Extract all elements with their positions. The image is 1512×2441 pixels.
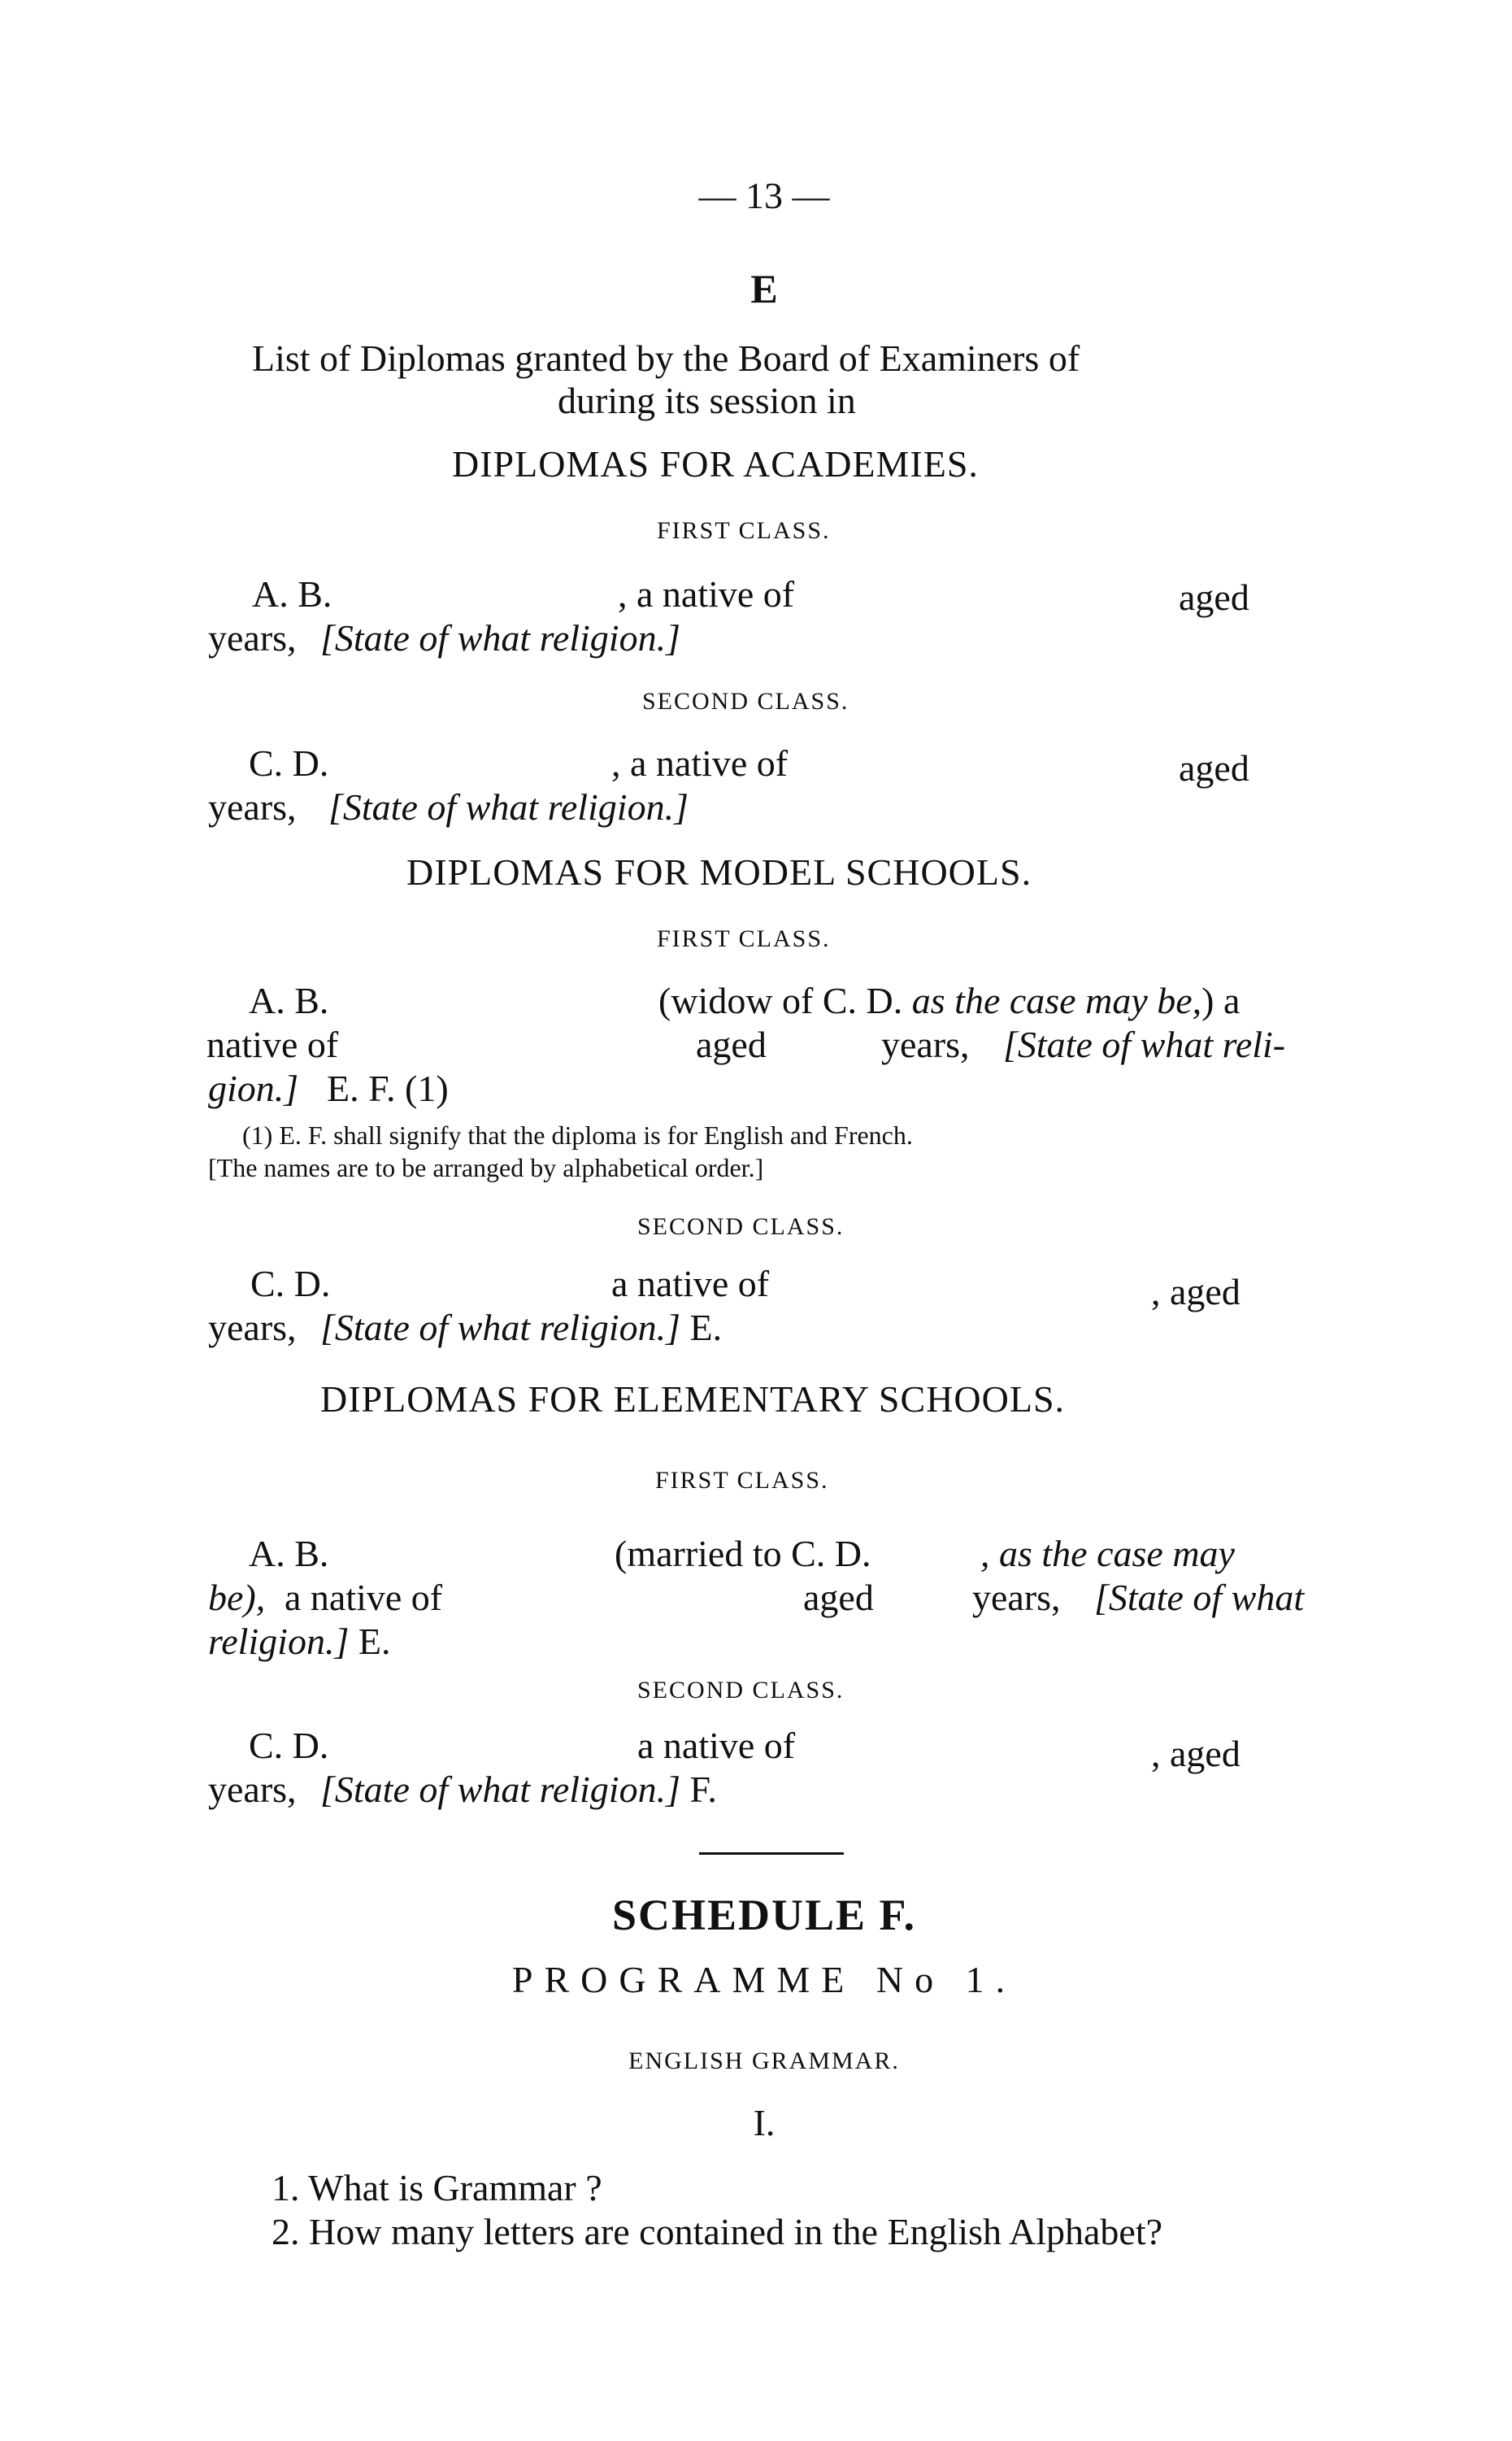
elementary-second-aged: , aged: [1151, 1733, 1240, 1774]
model-first-aged: aged: [696, 1024, 767, 1065]
elementary-second-native: a native of: [637, 1725, 796, 1766]
intro-line-1: List of Diplomas granted by the Board of Examiners of: [252, 337, 1080, 379]
model-first-name: A. B.: [249, 980, 329, 1021]
academies-first-religion: [State of what religion.]: [320, 617, 680, 659]
heading-elementary-schools: DIPLOMAS FOR ELEMENTARY SCHOOLS.: [320, 1378, 1066, 1420]
academies-first-aged: aged: [1179, 577, 1249, 618]
model-second-years: years,: [208, 1307, 297, 1348]
model-first-years: years,: [881, 1024, 970, 1065]
section-divider: [699, 1852, 844, 1855]
page-number: — 13 —: [698, 175, 830, 216]
model-first-religion-end: gion.]: [208, 1068, 299, 1109]
intro-line-2: during its session in: [558, 380, 856, 421]
academies-second-years: years,: [208, 786, 297, 828]
question-2: 2. How many letters are contained in the English Alphabet?: [272, 2211, 1163, 2252]
elementary-second-years: years,: [208, 1769, 297, 1810]
elementary-first-native: a native of: [285, 1577, 443, 1618]
elementary-first-religion-start: [State of what: [1094, 1577, 1305, 1618]
programme-title: PROGRAMME No 1.: [511, 1959, 1017, 2000]
academies-second-aged: aged: [1179, 747, 1249, 789]
question-1: 1. What is Grammar ?: [272, 2167, 602, 2208]
heading-academies: DIPLOMAS FOR ACADEMIES.: [452, 443, 979, 485]
model-second-religion: [State of what religion.] E.: [320, 1307, 723, 1348]
elementary-second-name: C. D.: [249, 1725, 329, 1766]
subject-heading: ENGLISH GRAMMAR.: [628, 2047, 900, 2074]
elementary-first-religion-end: religion.] E.: [208, 1621, 391, 1662]
model-second-class-label: SECOND CLASS.: [637, 1213, 845, 1240]
elementary-first-married: (married to C. D.: [615, 1533, 871, 1574]
academies-second-native: , a native of: [611, 742, 789, 784]
academies-second-religion: [State of what religion.]: [328, 786, 689, 828]
model-first-widow: (widow of C. D. as the case may be,) a: [658, 980, 1240, 1021]
academies-first-years: years,: [208, 617, 297, 659]
model-second-native: a native of: [611, 1263, 770, 1304]
elementary-first-aged: aged: [803, 1577, 874, 1618]
elementary-first-be: be),: [208, 1577, 266, 1618]
heading-model-schools: DIPLOMAS FOR MODEL SCHOOLS.: [406, 851, 1032, 893]
elementary-second-religion: [State of what religion.] F.: [320, 1769, 717, 1810]
model-first-class-label: FIRST CLASS.: [657, 925, 831, 952]
elementary-first-years: years,: [972, 1577, 1061, 1618]
footnote-line-1: (1) E. F. shall signify that the diploma is for English and French.: [242, 1120, 913, 1150]
footnote-line-2: [The names are to be arranged by alphabetical order.]: [208, 1153, 764, 1182]
model-second-name: C. D.: [250, 1263, 331, 1304]
schedule-f-title: SCHEDULE F.: [611, 1891, 917, 1939]
model-first-ef: E. F. (1): [327, 1068, 449, 1109]
elementary-first-name: A. B.: [249, 1533, 329, 1574]
elementary-first-class-label: FIRST CLASS.: [655, 1467, 829, 1494]
model-first-religion-start: [State of what reli-: [1003, 1024, 1286, 1065]
academies-second-class-label: SECOND CLASS.: [642, 688, 849, 715]
academies-first-native: , a native of: [618, 573, 795, 615]
academies-first-class-label: FIRST CLASS.: [657, 517, 831, 544]
elementary-first-case: , as the case may: [980, 1533, 1235, 1574]
model-first-native: native of: [206, 1024, 339, 1065]
model-second-aged: , aged: [1151, 1271, 1240, 1312]
academies-second-name: C. D.: [249, 742, 329, 784]
academies-first-name: A. B.: [252, 573, 332, 615]
elementary-second-class-label: SECOND CLASS.: [637, 1677, 845, 1703]
section-numeral: I.: [753, 2102, 776, 2143]
schedule-letter: E: [750, 266, 778, 311]
